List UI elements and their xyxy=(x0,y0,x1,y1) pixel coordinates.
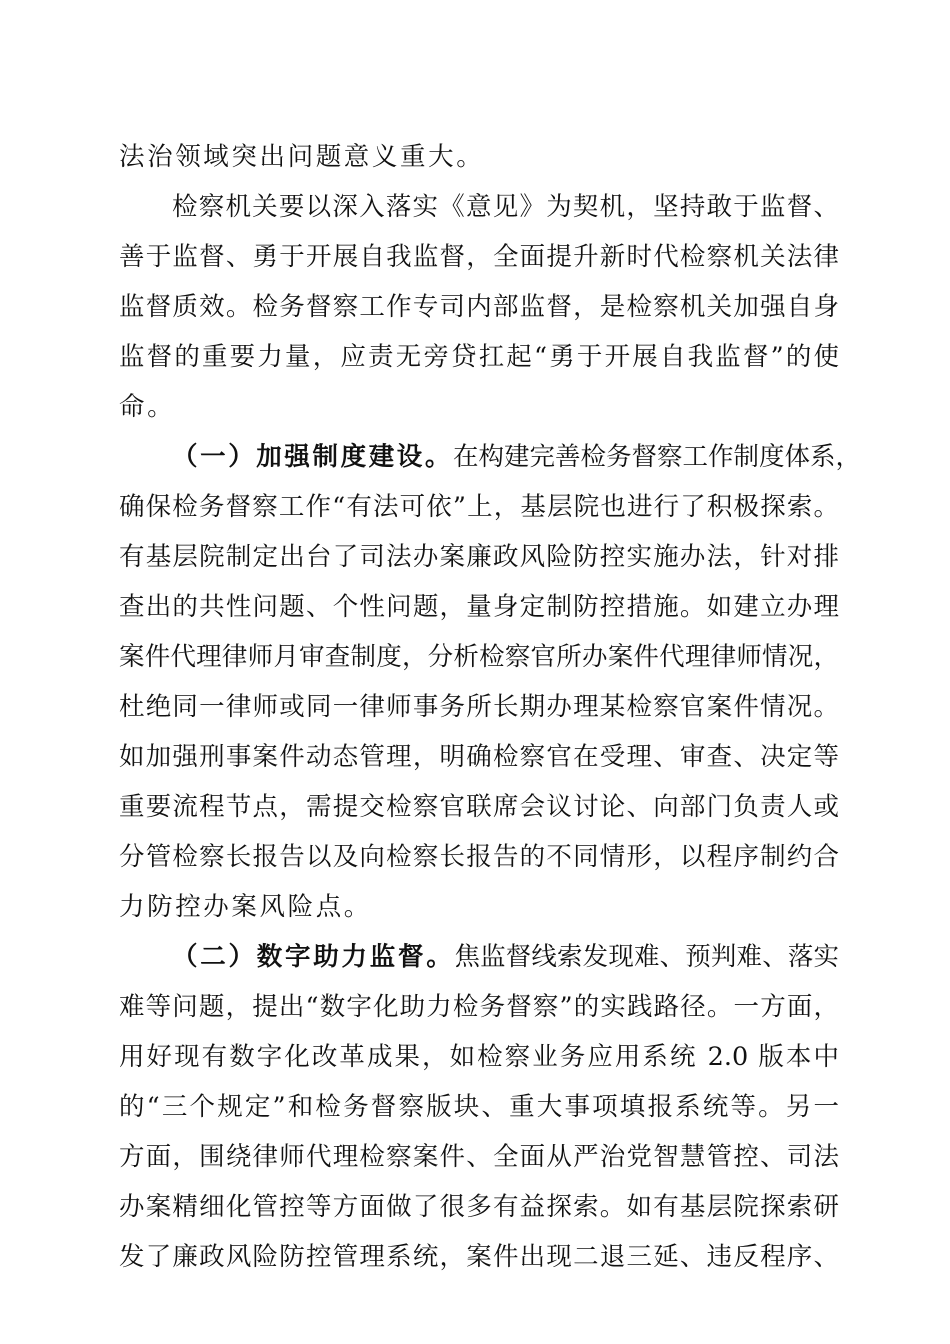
paragraph-line: 办案精细化管控等方面做了很多有益探索。如有基层院探索研 xyxy=(119,1192,839,1222)
paragraph-line: 杜绝同一律师或同一律师事务所长期办理某检察官案件情况。 xyxy=(119,692,839,722)
section-1-heading: （一）加强制度建设。 xyxy=(172,442,454,472)
paragraph-line: 发了廉政风险防控管理系统，案件出现二退三延、违反程序、 xyxy=(119,1242,839,1272)
section-2-heading: （二）数字助力监督。 xyxy=(172,942,455,972)
paragraph-line: 难等问题，提出“数字化助力检务督察”的实践路径。一方面， xyxy=(119,992,839,1022)
paragraph-line: 有基层院制定出台了司法办案廉政风险防控实施办法，针对排 xyxy=(119,542,839,572)
paragraph-line: 的“三个规定”和检务督察版块、重大事项填报系统等。另一 xyxy=(119,1092,839,1122)
paragraph-line: 确保检务督察工作“有法可依”上，基层院也进行了积极探索。 xyxy=(119,492,839,522)
paragraph-line: 如加强刑事案件动态管理，明确检察官在受理、审查、决定等 xyxy=(119,742,839,772)
paragraph-line: 用好现有数字化改革成果，如检察业务应用系统 2.0 版本中 xyxy=(119,1042,839,1072)
paragraph-line: 监督的重要力量，应责无旁贷扛起“勇于开展自我监督”的使 xyxy=(119,342,839,372)
section-2-text: 焦监督线索发现难、预判难、落实 xyxy=(454,942,839,972)
paragraph-line: 力防控办案风险点。 xyxy=(119,892,372,922)
paragraph-line: 命。 xyxy=(119,392,176,422)
paragraph-line: 案件代理律师月审查制度，分析检察官所办案件代理律师情况， xyxy=(119,642,839,672)
paragraph-line: 分管检察长报告以及向检察长报告的不同情形，以程序制约合 xyxy=(119,842,839,872)
paragraph-line: 检察机关要以深入落实《意见》为契机，坚持敢于监督、 xyxy=(172,192,839,222)
section-2-first-line xyxy=(172,939,839,975)
section-1-text: 在构建完善检务督察工作制度体系， xyxy=(453,442,862,472)
paragraph-line: 重要流程节点，需提交检察官联席会议讨论、向部门负责人或 xyxy=(119,792,839,822)
paragraph-line: 监督质效。检务督察工作专司内部监督，是检察机关加强自身 xyxy=(119,292,839,322)
paragraph-line: 方面，围绕律师代理检察案件、全面从严治党智慧管控、司法 xyxy=(119,1142,839,1172)
paragraph-line: 法治领域突出问题意义重大。 xyxy=(119,142,485,172)
paragraph-line: 善于监督、勇于开展自我监督，全面提升新时代检察机关法律 xyxy=(119,242,839,272)
paragraph-line: 查出的共性问题、个性问题，量身定制防控措施。如建立办理 xyxy=(119,592,839,622)
section-1-first-line xyxy=(172,439,862,475)
